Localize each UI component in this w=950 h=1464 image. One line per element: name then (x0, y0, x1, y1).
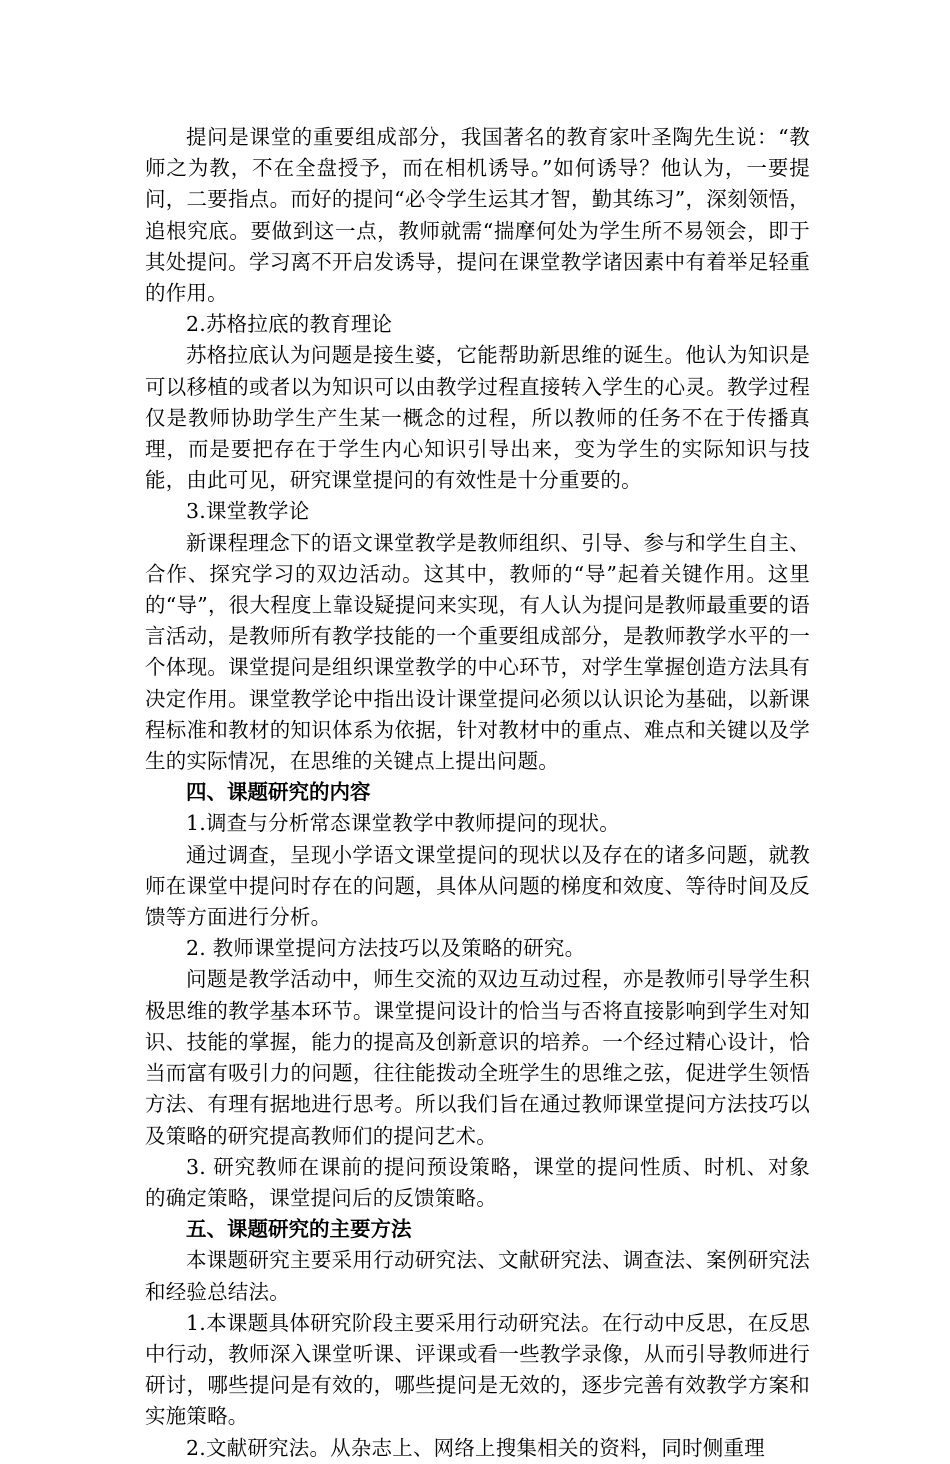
subheading-socrates: 2.苏格拉底的教育理论 (186, 312, 393, 337)
paragraph-survey: 通过调查，呈现小学语文课堂提问的现状以及存在的诸多问题，就教师在课堂中提问时存在的问题，具体从问题的梯度和效度、等待时间及反馈等方面进行分析。 (145, 842, 810, 930)
paragraph-research-methods: 本课题研究主要采用行动研究法、文献研究法、调查法、案例研究法和经验总结法。 (145, 1248, 810, 1304)
paragraph-intro: 提问是课堂的重要组成部分，我国著名的教育家叶圣陶先生说：“教师之为教，不在全盘授予，而在相机诱导。”如何诱导？他认为，一要提问，二要指点。而好的提问“必令学生运其才智，勤其练习”，深刻领悟，追根究底。要做到这一点，教师就需“揣摩何处为学生所不易领会，即于其处提问。学习离不开启发诱导，提问在课堂教学诸因素中有着举足轻重的作用。 (145, 125, 810, 306)
paragraph-classroom-theory: 新课程理念下的语文课堂教学是教师组织、引导、参与和学生自主、合作、探究学习的双边活动。这其中，教师的“导”起着关键作用。这里的“导”，很大程度上靠设疑提问来实现，有人认为提问是教师最重要的语言活动，是教师所有教学技能的一个重要组成部分，是教师教学水平的一个体现。课堂提问是组织课堂教学的中心环节，对学生掌握创造方法具有决定作用。课堂教学论中指出设计课堂提问必须以认识论为基础，以新课程标准和教材的知识体系为依据，针对教材中的重点、难点和关键以及学生的实际情况，在思维的关键点上提出问题。 (145, 530, 810, 774)
section-heading-5: 五、课题研究的主要方法 (186, 1217, 412, 1242)
paragraph-methods: 问题是教学活动中，师生交流的双边互动过程，亦是教师引导学生积极思维的教学基本环节。课堂提问设计的恰当与否将直接影响到学生对知识、技能的掌握，能力的提高及创新意识的培养。一个经过精心设计，恰当而富有吸引力的问题，往往能拨动全班学生的思维之弦，促进学生领悟方法、有理有据地进行思考。所以我们旨在通过教师课堂提问方法技巧以及策略的研究提高教师们的提问艺术。 (145, 967, 810, 1148)
item-1-action-research: 1.本课题具体研究阶段主要采用行动研究法。在行动中反思，在反思中行动，教师深入课堂听课、评课或看一些教学录像，从而引导教师进行研讨，哪些提问是有效的，哪些提问是无效的，逐步完善有效教学方案和实施策略。 (145, 1310, 810, 1429)
item-2-literature: 2.文献研究法。从杂志上、网络上搜集相关的资料，同时侧重理 (186, 1435, 765, 1460)
paragraph-socrates: 苏格拉底认为问题是接生婆，它能帮助新思维的诞生。他认为知识是可以移植的或者以为知识可以由教学过程直接转入学生的心灵。教学过程仅是教师协助学生产生某一概念的过程，所以教师的任务不在于传播真理，而是要把存在于学生内心知识引导出来，变为学生的实际知识与技能，由此可见，研究课堂提问的有效性是十分重要的。 (145, 343, 810, 493)
item-2-methods: 2. 教师课堂提问方法技巧以及策略的研究。 (186, 936, 586, 961)
section-heading-4: 四、课题研究的内容 (186, 780, 371, 805)
subheading-classroom-theory: 3.课堂教学论 (186, 499, 310, 524)
item-3-strategies: 3. 研究教师在课前的提问预设策略，课堂的提问性质、时机、对象的确定策略，课堂提问后的反馈策略。 (145, 1154, 810, 1210)
item-1-survey: 1.调查与分析常态课堂教学中教师提问的现状。 (186, 811, 620, 836)
